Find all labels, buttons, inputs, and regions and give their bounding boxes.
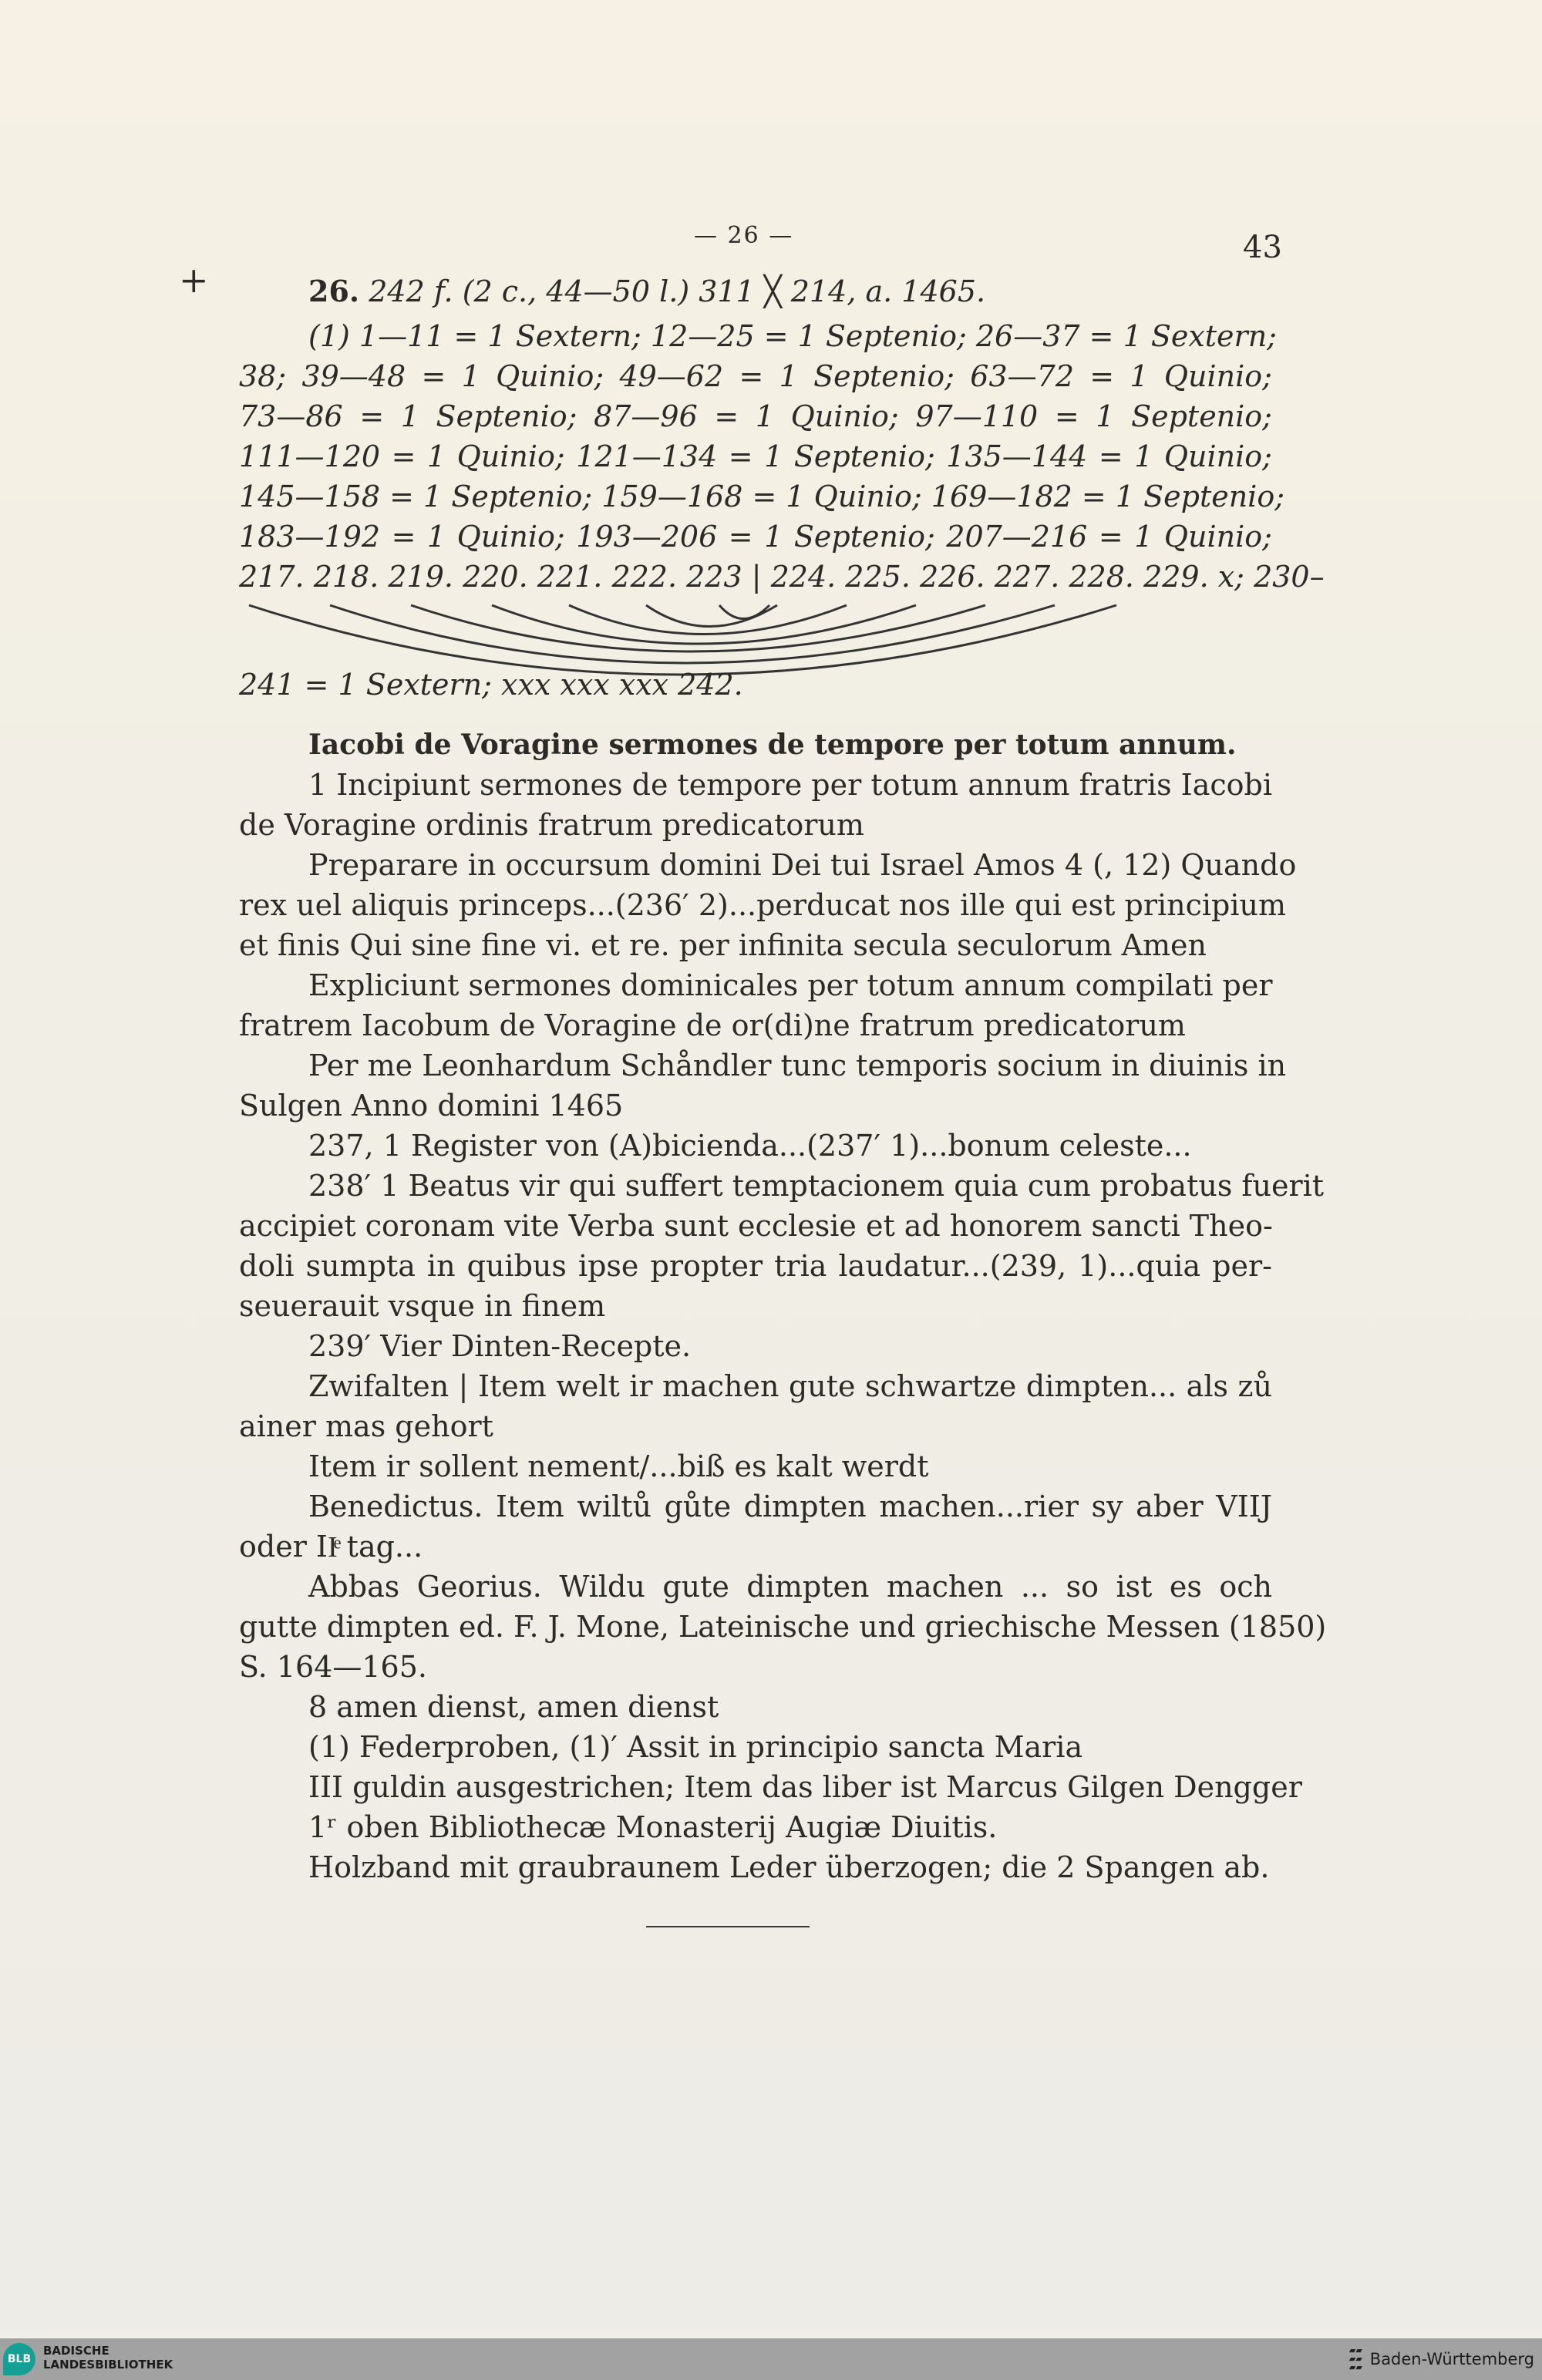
body-line: Zwifalten | Item welt ir machen gute schwartze dimpten... als zů [308,1369,1272,1403]
work-heading: Iacobi de Voragine sermones de tempore per totum annum. [308,729,1237,761]
collation-line: 73—86 = 1 Septenio; 87—96 = 1 Quinio; 97—110 = 1 Septenio; [239,399,1272,433]
blb-logo-icon: BLB [3,2343,35,2375]
library-name [43,2344,173,2372]
body-line: rex uel aliquis princeps...(236′ 2)...perducat nos ille qui est principium [239,888,1287,922]
collation-line: 145—158 = 1 Septenio; 159—168 = 1 Quinio; 169—182 = 1 Septenio; [239,480,1285,513]
quire-arc [719,605,769,619]
margin-cross-mark: + [179,259,209,301]
work-title [239,725,1272,765]
body-line: et finis Qui sine fine vi. et re. per infinita secula seculorum Amen [239,928,1207,962]
body-line: 1ʳ oben Bibliothecæ Monasterij Augiæ Diuitis. [308,1810,998,1844]
closing-rule [646,1926,810,1927]
body-line: 239′ Vier Dinten-Recepte. [308,1329,692,1363]
lions-crest-icon: ▰▰ ▰▰ ▰▰ [1348,2345,1362,2372]
body-line: (1) Federproben, (1)′ Assit in principio sancta Maria [308,1730,1083,1764]
collation-line: 111—120 = 1 Quinio; 121—134 = 1 Septenio; 135—144 = 1 Quinio; [239,439,1272,473]
body-line: Preparare in occursum domini Dei tui Israel Amos 4 (, 12) Quando [308,848,1297,882]
page-number: 43 [1243,230,1282,265]
body-line: Abbas Georius. Wildu gute dimpten machen ... so ist es och [308,1570,1272,1604]
entry-body [239,765,1327,1887]
state-logo [1349,2346,1534,2372]
collation-end [239,665,1272,705]
body-line: seuerauit vsque in finem [239,1289,606,1323]
quire-arc [569,605,847,635]
running-head: — 26 — [694,222,794,249]
body-line: accipiet coronam vite Verba sunt ecclesie et ad honorem sancti Theo- [239,1209,1273,1243]
collation-line: 183—192 = 1 Quinio; 193—206 = 1 Septenio; 207—216 = 1 Quinio; [239,520,1272,554]
body-line: III guldin ausgestrichen; Item das liber ist Marcus Gilgen Dengger [308,1770,1302,1804]
collation-line: 38; 39—48 = 1 Quinio; 49—62 = 1 Septenio; 63—72 = 1 Quinio; [239,359,1272,393]
body-line: de Voragine ordinis fratrum predicatorum [239,808,864,842]
library-name-line2: LANDESBIBLIOTHEK [43,2358,173,2372]
body-line: doli sumpta in quibus ipse propter tria laudatur...(239, 1)...quia per- [239,1249,1272,1283]
body-line: Benedictus. Item wiltů gůte dimpten machen...rier sy aber VIIJ [308,1490,1272,1523]
body-line: Item ir sollent nement/...biß es kalt werdt [308,1449,929,1483]
body-line: 8 amen dienst, amen dienst [308,1690,719,1724]
state-name: Baden-Württemberg [1369,2349,1534,2368]
body-line: ainer mas gehort [239,1409,493,1443]
body-line: Per me Leonhardum Schåndler tunc temporis socium in diuinis in [308,1049,1287,1082]
collation-line: 217. 218. 219. 220. 221. 222. 223 | 224. 225. 226. 227. 228. 229. x; 230– [239,560,1325,594]
body-line: oder IIͤ tag... [239,1530,423,1564]
entry-title-line [239,271,1272,311]
collation-line: 241 = 1 Sextern; xxx xxx xxx 242. [239,668,743,702]
entry-description: 242 f. (2 c., 44—50 l.) 311 ╳ 214, a. 1465. [369,274,986,308]
body-line: S. 164—165. [239,1650,427,1684]
library-name-line1: BADISCHE [43,2344,109,2358]
body-line: Holzband mit graubraunem Leder überzogen; die 2 Spangen ab. [308,1850,1270,1884]
collation-block [239,316,1325,597]
body-line: Sulgen Anno domini 1465 [239,1089,624,1123]
body-line: fratrem Iacobum de Voragine de or(di)ne fratrum predicatorum [239,1008,1186,1042]
body-line: gutte dimpten ed. F. J. Mone, Lateinische und griechische Messen (1850) [239,1610,1327,1644]
body-line: 238′ 1 Beatus vir qui suffert temptacionem quia cum probatus fuerit [308,1169,1325,1203]
entry-header [239,271,1272,311]
body-line: 237, 1 Register von (A)bicienda...(237′ 1)...bonum celeste... [308,1129,1192,1163]
footer-bar [0,2338,1542,2380]
body-line: 1 Incipiunt sermones de tempore per totum annum fratris Iacobi [308,768,1272,802]
entry-number: 26. [308,274,360,308]
body-line: Expliciunt sermones dominicales per totum annum compilati per [308,968,1273,1002]
collation-line: (1) 1—11 = 1 Sextern; 12—25 = 1 Septenio; 26—37 = 1 Sextern; [308,319,1277,353]
